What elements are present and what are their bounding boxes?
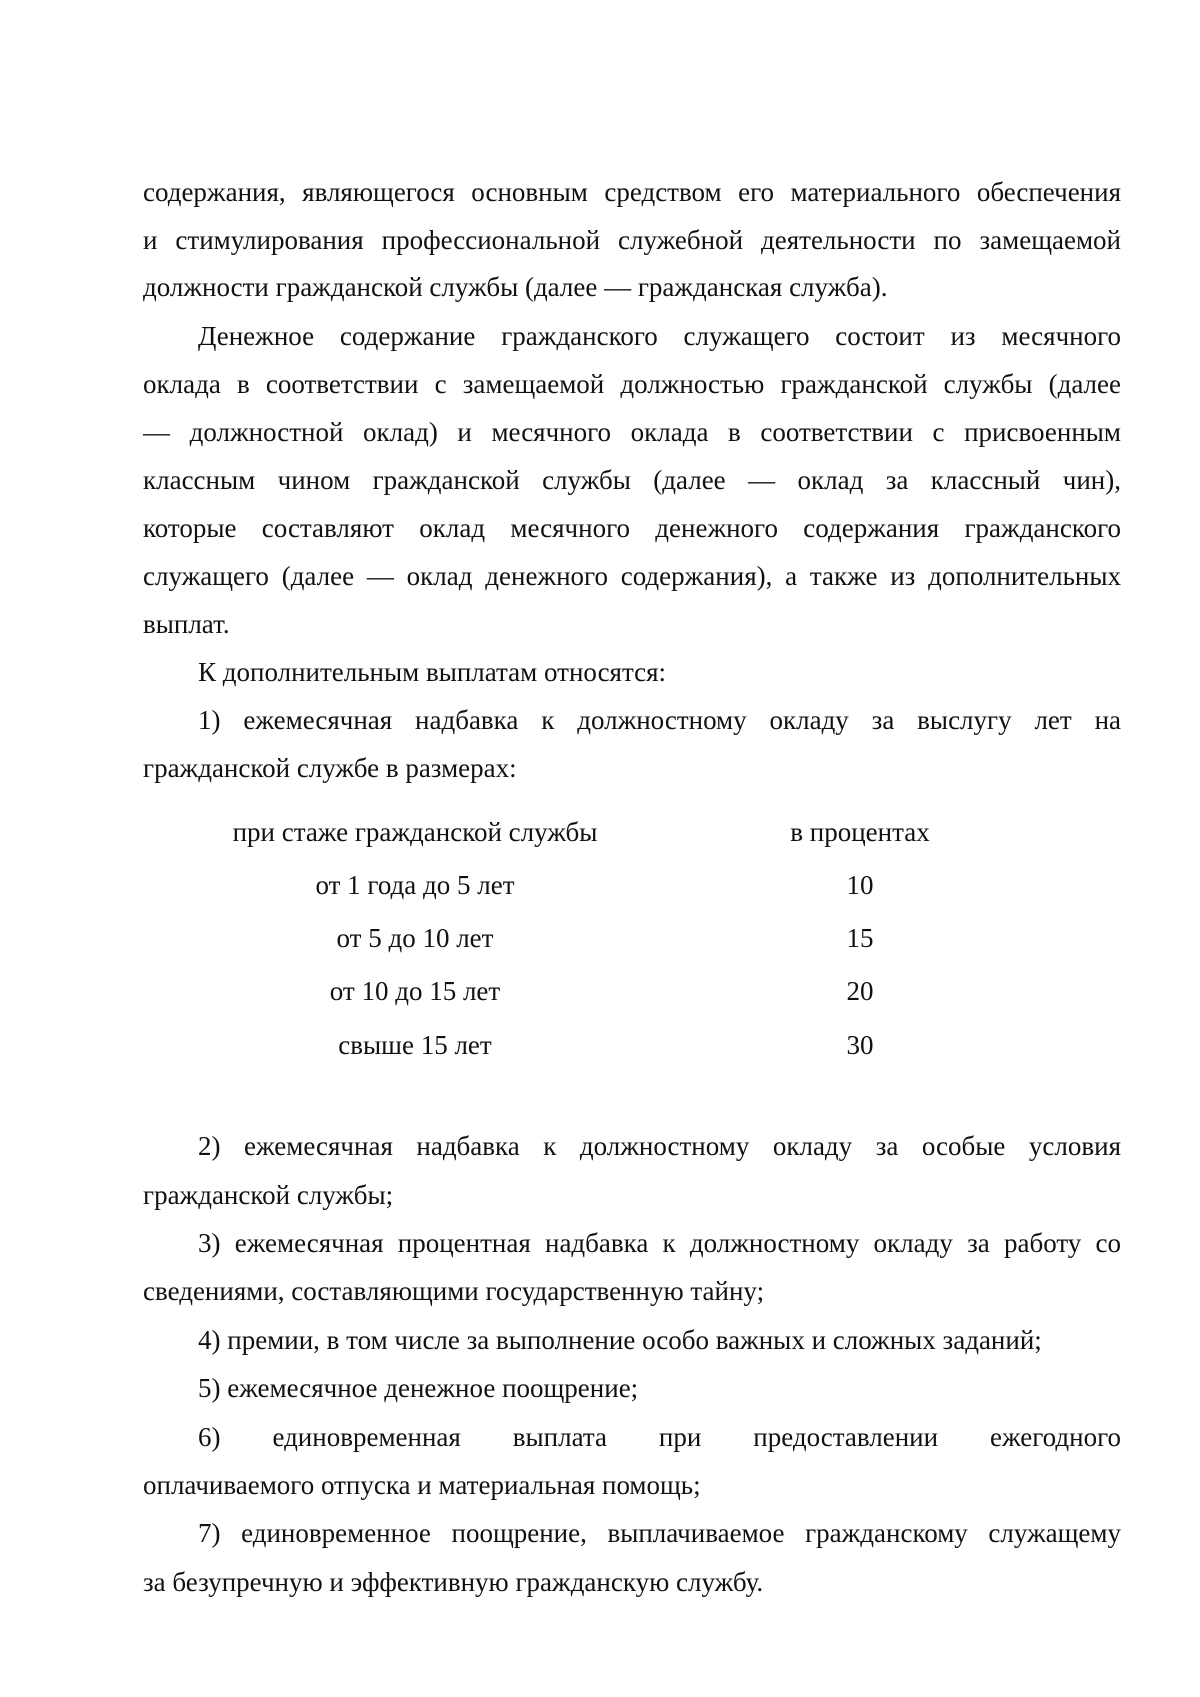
table-cell-service: от 10 до 15 лет	[329, 976, 501, 1006]
text-line: 1) ежемесячная надбавка к должностному окладу за выслугу лет на	[198, 705, 1121, 735]
text-line: К дополнительным выплатам относятся:	[198, 657, 667, 687]
text-line: 4) премии, в том числе за выполнение особо важных и сложных заданий;	[198, 1325, 1042, 1355]
text-line: 2) ежемесячная надбавка к должностному окладу за особые условия	[198, 1131, 1121, 1161]
text-line: гражданской службы;	[143, 1180, 394, 1210]
text-line: классным чином гражданской службы (далее — оклад за классный чин),	[143, 465, 1121, 495]
table-cell-service: от 1 года до 5 лет	[315, 870, 515, 900]
text-line: оклада в соответствии с замещаемой должностью гражданской службы (далее	[143, 369, 1121, 399]
text-line: 3) ежемесячная процентная надбавка к должностному окладу за работу со	[198, 1228, 1121, 1258]
text-line: содержания, являющегося основным средством его материального обеспечения	[143, 177, 1121, 207]
table-header-service: при стаже гражданской службы	[232, 817, 598, 847]
table-cell-percent: 15	[846, 923, 874, 953]
table-cell-percent: 30	[846, 1030, 874, 1060]
text-line: выплат.	[143, 609, 230, 639]
text-line: гражданской службе в размерах:	[143, 753, 517, 783]
table-header-percent: в процентах	[790, 817, 930, 847]
text-line: Денежное содержание гражданского служащего состоит из месячного	[198, 321, 1121, 351]
table-cell-percent: 10	[846, 870, 874, 900]
table-cell-percent: 20	[846, 976, 874, 1006]
text-line: которые составляют оклад месячного денежного содержания гражданского	[143, 513, 1121, 543]
text-line: 7) единовременное поощрение, выплачиваемое гражданскому служащему	[198, 1518, 1121, 1548]
text-line: — должностной оклад) и месячного оклада в соответствии с присвоенным	[143, 417, 1121, 447]
text-line: за безупречную и эффективную гражданскую службу.	[143, 1567, 764, 1597]
text-line: и стимулирования профессиональной служебной деятельности по замещаемой	[143, 225, 1121, 255]
text-line: должности гражданской службы (далее — гражданская служба).	[143, 272, 888, 302]
text-line: служащего (далее — оклад денежного содержания), а также из дополнительных	[143, 561, 1121, 591]
table-cell-service: от 5 до 10 лет	[336, 923, 494, 953]
text-line: 6) единовременная выплата при предоставлении ежегодного	[198, 1422, 1121, 1452]
text-line: сведениями, составляющими государственную тайну;	[143, 1276, 765, 1306]
text-line: оплачиваемого отпуска и материальная помощь;	[143, 1470, 701, 1500]
table-cell-service: свыше 15 лет	[338, 1030, 492, 1060]
text-line: 5) ежемесячное денежное поощрение;	[198, 1373, 639, 1403]
